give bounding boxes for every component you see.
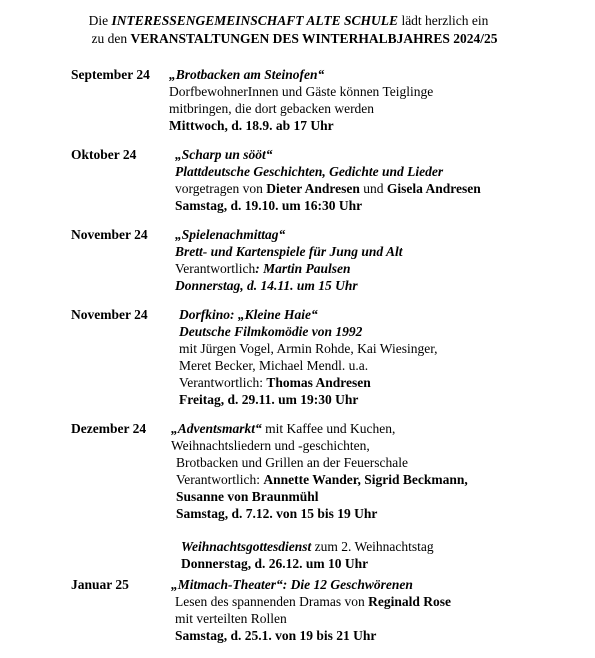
event-title-rest: mit Kaffee und Kuchen, (265, 421, 396, 436)
event-title-line (171, 420, 468, 437)
service-date: Donnerstag, d. 26.12. um 10 Uhr (181, 556, 369, 571)
header-prefix: zu den (91, 31, 128, 46)
performer-name: Gisela Andresen (386, 181, 481, 196)
event-description (171, 593, 451, 610)
author-name: Reginald Rose (368, 594, 451, 609)
header-line-1 (0, 12, 595, 30)
event-performers (175, 180, 481, 197)
event-month: November 24 (71, 227, 148, 242)
event-description: mitbringen, die dort gebacken werden (169, 101, 375, 116)
event-responsible (175, 260, 403, 277)
event-date: Freitag, d. 29.11. um 19:30 Uhr (179, 392, 359, 407)
event-subtitle: Brett- und Kartenspiele für Jung und Alt (175, 244, 403, 259)
event-title: „Spielenachmittag“ (175, 227, 286, 242)
event-description: DorfbewohnerInnen und Gäste können Teiglinge (169, 84, 434, 99)
service-description: zum 2. Weihnachtstag (314, 539, 434, 554)
event-title: „Mitmach-Theater“: Die 12 Geschwörenen (171, 577, 413, 592)
header-invitation: lädt herzlich ein (401, 13, 489, 28)
responsible-label: Verantwortlich (175, 261, 256, 276)
event-title: „Scharp un sööt“ (175, 147, 273, 162)
event-responsible (179, 374, 438, 391)
event-cast: mit Jürgen Vogel, Armin Rohde, Kai Wiesinger, (179, 341, 438, 356)
event-details (169, 66, 433, 134)
event-cast: Meret Becker, Michael Mendl. u.a. (179, 358, 369, 373)
event-date: Samstag, d. 19.10. um 16:30 Uhr (175, 198, 363, 213)
event-month: Oktober 24 (71, 147, 137, 162)
event-month: September 24 (71, 67, 150, 82)
performers-prefix: vorgetragen von (175, 181, 263, 196)
event-month: Dezember 24 (71, 421, 147, 436)
event-subtitle: Plattdeutsche Geschichten, Gedichte und Lieder (175, 164, 444, 179)
header-intro: Die (88, 13, 109, 28)
event-description: Brotbacken und Grillen an der Feuerschale (176, 455, 409, 470)
event-date: Donnerstag, d. 14.11. um 15 Uhr (175, 278, 358, 293)
responsible-label: Verantwortlich: (179, 375, 263, 390)
organization-name: INTERESSENGEMEINSCHAFT ALTE SCHULE (111, 13, 399, 28)
event-subtitle: Deutsche Filmkomödie von 1992 (179, 324, 363, 339)
event-date: Samstag, d. 25.1. von 19 bis 21 Uhr (175, 628, 377, 643)
event-title (179, 306, 438, 323)
responsible-names: Annette Wander, Sigrid Beckmann, (263, 472, 468, 487)
service-line (171, 538, 468, 555)
event-description: mit verteilten Rollen (175, 611, 287, 626)
responsible-names: Susanne von Braunmühl (176, 489, 319, 504)
event-title: „Brotbacken am Steinofen“ (169, 67, 325, 82)
responsible-label: Verantwortlich: (176, 472, 260, 487)
document-title: VERANSTALTUNGEN DES WINTERHALBJAHRES 2024/25 (130, 31, 498, 46)
event-details (171, 420, 468, 572)
event-details (171, 576, 451, 644)
event-responsible (171, 471, 468, 488)
event-details (179, 306, 438, 408)
performers-and: und (363, 181, 384, 196)
performer-name: Dieter Andresen (266, 181, 360, 196)
event-details (175, 226, 403, 294)
event-date: Samstag, d. 7.12. von 15 bis 19 Uhr (176, 506, 378, 521)
event-title-main: „Kleine Haie“ (237, 307, 318, 322)
event-title: „Adventsmarkt“ (171, 421, 262, 436)
responsible-name: Thomas Andresen (266, 375, 371, 390)
header-line-2 (0, 30, 595, 48)
responsible-name: : Martin Paulsen (255, 261, 351, 276)
event-description: Weihnachtsliedern und -geschichten, (171, 438, 370, 453)
event-title-prefix: Dorfkino: (179, 307, 235, 322)
event-details (175, 146, 481, 214)
document-header (0, 12, 595, 48)
event-month: Januar 25 (71, 577, 129, 592)
description-text: Lesen des spannenden Dramas von (175, 594, 365, 609)
event-month: November 24 (71, 307, 148, 322)
service-title: Weihnachtsgottesdienst (181, 539, 312, 554)
event-date: Mittwoch, d. 18.9. ab 17 Uhr (169, 118, 334, 133)
